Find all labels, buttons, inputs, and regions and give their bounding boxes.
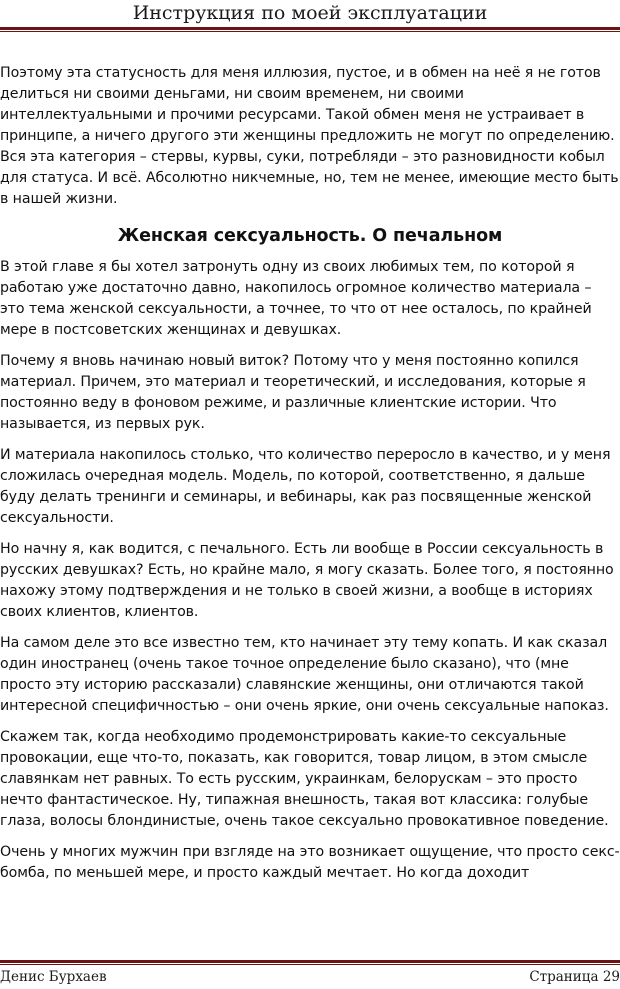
body-paragraph: И материала накопилось столько, что количество переросло в качество, и у меня сложилась очередная модель. Модель, по которой, соответственно, я дальше буду делать тренинги и семинары, и вебинары, как раз посвященные женской сексуальности. xyxy=(0,447,611,526)
body-paragraph: Почему я вновь начинаю новый виток? Потому что у меня постоянно копился материал. Причем, это материал и теоретический, и исследования, которые я постоянно веду в фоновом режиме, и различные клиентские истории. Что называется, из первых рук. xyxy=(0,353,586,432)
body-paragraph: Очень у многих мужчин при взгляде на это возникает ощущение, что просто секс-бомба, по меньшей мере, и просто каждый мечтает. Но когда доходит xyxy=(0,844,620,881)
running-header: Инструкция по моей эксплуатации xyxy=(132,2,488,24)
body-paragraph: На самом деле это все известно тем, кто начинает эту тему копать. И как сказал один иностранец (очень такое точное определение было сказано), что (мне просто эту историю рассказали) славянские женщины, они отличаются такой интересной специфичностью – они очень яркие, они очень сексуальные напоказ. xyxy=(0,635,609,714)
header-rule-thin xyxy=(0,31,620,32)
body-paragraph: Скажем так, когда необходимо продемонстрировать какие-то сексуальные провокации, еще что-то, показать, как говорится, товар лицом, в этом смысле славянкам нет равных. То есть русским, украинкам, белорускам – это просто нечто фантастическое. Ну, типажная внешность, такая вот классика: голубые глаза, волосы блондинистые, очень такое сексуально провокативное поведение. xyxy=(0,729,609,829)
page-content xyxy=(0,63,620,894)
footer-rule-thin xyxy=(0,964,620,965)
page-number: Страница 29 xyxy=(529,969,620,985)
intro-paragraph: Поэтому эта статусность для меня иллюзия, пустое, и в обмен на неё я не готов делиться ни своими деньгами, ни своим временем, ни своими интеллектуальными и прочими ресурсами. Такой обмен меня не устраивает в принципе, а ничего другого эти женщины предложить не могут по определению. Вся эта категория – стервы, курвы, суки, потребляди – это разновидности кобыл для статуса. И всё. Абсолютно никчемные, но, тем не менее, имеющие место быть в нашей жизни. xyxy=(0,65,619,207)
footer-author: Денис Бурхаев xyxy=(0,969,107,985)
header-rule-thick xyxy=(0,27,620,30)
body-paragraph: В этой главе я бы хотел затронуть одну из своих любимых тем, по которой я работаю уже достаточно давно, накопилось огромное количество материала – это тема женской сексуальности, а точнее, то что от нее осталось, по крайней мере в постсоветских женщинах и девушках. xyxy=(0,259,592,338)
footer-rule-thick xyxy=(0,960,620,963)
section-heading: Женская сексуальность. О печальном xyxy=(117,226,503,246)
body-paragraph: Но начну я, как водится, с печального. Есть ли вообще в России сексуальность в русских девушках? Есть, но крайне мало, я могу сказать. Более того, я постоянно нахожу этому подтверждения и не только в своей жизни, а вообще в историях своих клиентов, клиентов. xyxy=(0,541,614,620)
running-footer xyxy=(0,967,620,989)
